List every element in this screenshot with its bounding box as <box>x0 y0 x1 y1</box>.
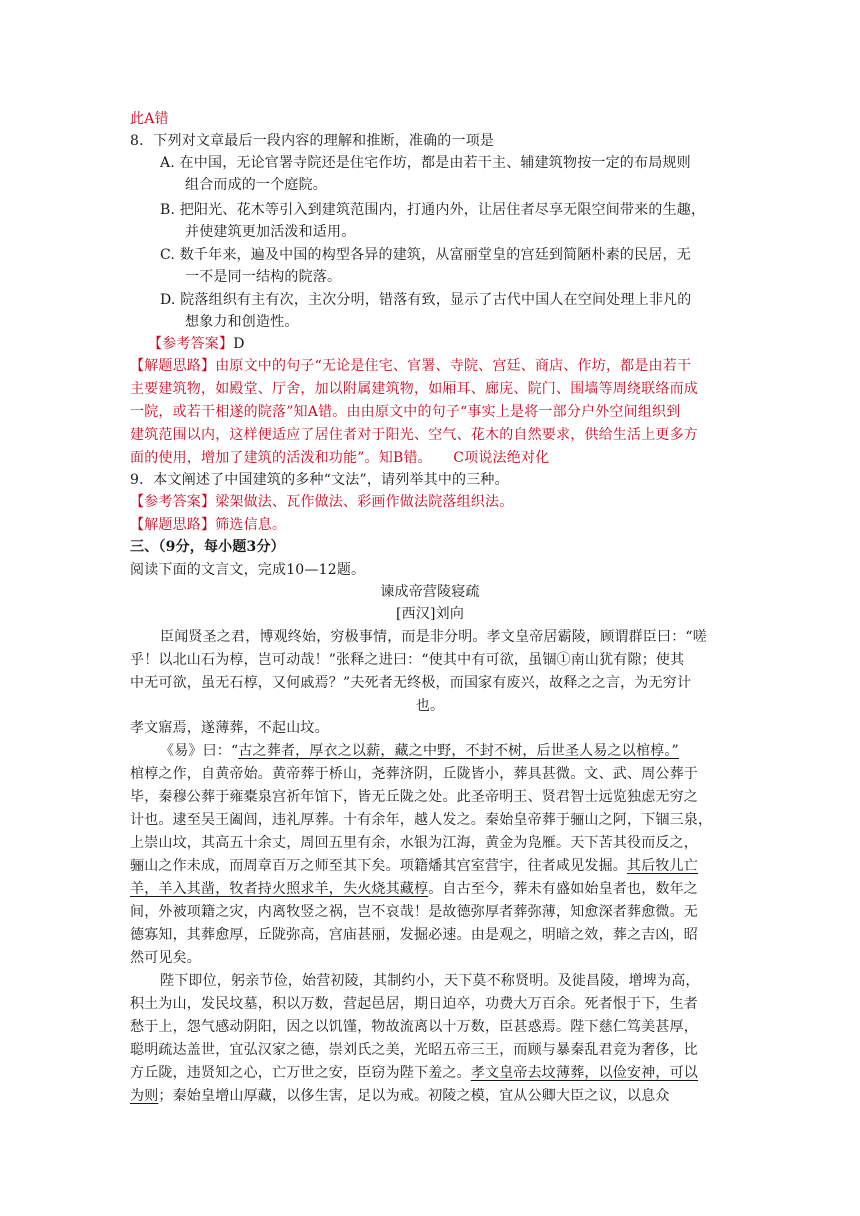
passage-text: 方丘陇，违贤知之心，亡万世之安，臣窃为陛下羞之。 <box>130 1065 471 1081</box>
underlined-sentence: 羊，羊入其凿，牧者持火照求羊，失火烧其藏椁 <box>130 881 429 897</box>
passage-line: 孝文寤焉，遂薄葬，不起山坟。 <box>130 720 329 736</box>
answer-continuation-line: 此A错 <box>130 111 169 127</box>
answer-label: 【参考答案】 <box>130 494 216 510</box>
option-a: A. 在中国，无论官署寺院还是住宅作坊，都是由若干主、辅建筑物按一定的布局规则 <box>160 155 691 171</box>
passage-text: 骊山之作未成，而周章百万之师至其下矣。项籍燔其宫室营宇，往者咸见发掘。 <box>130 858 627 874</box>
underlined-sentence: 孝文皇帝去坟薄葬，以俭安神，可以 <box>470 1065 699 1081</box>
passage-line: 棺椁之作，自黄帝始。黄帝葬于桥山，尧葬济阴，丘陇皆小，葬具甚微。文、武、周公葬于 <box>130 766 698 782</box>
analysis-8-line-2: 主要建筑物，如殿堂、厅舍，加以附属建筑物，如厢耳、廊庑、院门、围墙等周绕联络而成 <box>130 381 698 397</box>
passage-line <box>130 1062 730 1084</box>
answer-8-line <box>148 333 748 355</box>
passage-line: 然可见矣。 <box>130 950 201 966</box>
underlined-sentence: 为则 <box>130 1088 159 1104</box>
passage-line: 德寡知，其葬愈厚，丘陇弥高，宫庙甚丽，发掘必速。由是观之，明暗之效，葬之吉凶，昭 <box>130 927 698 943</box>
passage-line: 中无可欲，虽无石椁，又何戚焉？”夫死者无终极，而国家有废兴，故释之之言，为无穷计 <box>130 675 692 691</box>
passage-author: [西汉]刘向 <box>395 606 465 622</box>
analysis-8-line-4: 建筑范围以内，这样便适应了居住者对于阳光、空气、花木的自然要求，供给生活上更多方 <box>130 427 698 443</box>
passage-text: ；秦始皇增山厚藏，以侈生害，足以为戒。初陵之模，宜从公卿大臣之议，以息众 <box>158 1088 670 1104</box>
analysis-8-line-1 <box>130 355 730 377</box>
option-d-cont: 想象力和创造性。 <box>185 314 299 330</box>
option-b-cont: 并使建筑更加活泼和适用。 <box>185 224 356 240</box>
option-c: C. 数千年来，遍及中国的构型各异的建筑，从富丽堂皇的宫廷到简陋朴素的民居，无 <box>160 247 691 263</box>
passage-line: 愁于上，怨气感动阴阳，因之以饥馑，物故流离以十万数，臣甚惑焉。陛下慈仁笃美甚厚， <box>130 1019 698 1035</box>
passage-line: 陛下即位，躬亲节俭，始营初陵，其制约小，天下莫不称贤明。及徙昌陵，增埤为高， <box>160 973 700 989</box>
underlined-sentence: 其后牧儿亡 <box>627 858 698 874</box>
quote-open: 《易》曰：“ <box>160 743 239 759</box>
option-b: B. 把阳光、花木等引入到建筑范围内，打通内外，让居住者尽享无限空间带来的生趣， <box>160 202 706 218</box>
reading-instruction: 阅读下面的文言文，完成10—12题。 <box>130 562 366 578</box>
passage-line: 毕，秦穆公葬于雍橐泉宫祈年馆下，皆无丘陇之处。此圣帝明王、贤君智士远览独虑无穷之 <box>130 789 698 805</box>
passage-line <box>160 740 730 762</box>
analysis-8-line-5: 面的使用，增加了建筑的活泼和功能”。知B错。 C项说法绝对化 <box>130 450 550 466</box>
analysis-8-text: 由原文中的句子“无论是住宅、官署、寺院、宫廷、商店、作坊，都是由若干 <box>215 358 692 374</box>
passage-line <box>130 878 730 900</box>
passage-line: 也。 <box>415 698 445 714</box>
passage-title: 谏成帝营陵寝疏 <box>380 584 480 600</box>
passage-line <box>130 1085 730 1107</box>
underlined-quote: 古之葬者，厚衣之以薪，藏之中野，不封不树，后世圣人易之以棺椁。” <box>238 743 679 759</box>
option-d: D. 院落组织有主有次，主次分明，错落有致，显示了古代中国人在空间处理上非凡的 <box>160 292 692 308</box>
analysis-label: 【解题思路】 <box>130 517 216 533</box>
analysis-9-text: 筛选信息。 <box>215 517 287 533</box>
option-c-cont: 一不是同一结构的院落。 <box>185 269 342 285</box>
question-9: 9．本文阐述了中国建筑的多种“文法”，请列举其中的三种。 <box>130 472 509 488</box>
section-three-heading: 三、（9分，每小题3分） <box>130 539 285 555</box>
answer-label: 【参考答案】 <box>148 336 234 352</box>
answer-9-line <box>130 491 730 513</box>
passage-line: 计也。逮至吴王阖闾，违礼厚葬。十有余年，越人发之。秦始皇帝葬于骊山之阿，下锢三泉， <box>130 812 713 828</box>
analysis-8-line-3: 一院，或若干相遂的院落”知A错。由由原文中的句子“事实上是将一部分户外空间组织到 <box>130 404 681 420</box>
answer-9-value: 梁架做法、瓦作做法、彩画作做法院落组织法。 <box>215 494 514 510</box>
option-a-cont: 组合而成的一个庭院。 <box>185 177 327 193</box>
passage-line: 积土为山，发民坟墓，积以万数，营起邑居，期日迫卒，功费大万百余。死者恨于下，生者 <box>130 996 698 1012</box>
passage-line: 乎！以北山石为椁，岂可动哉！”张释之进曰：“使其中有可欲，虽锢①南山犹有隙；使其 <box>130 652 685 668</box>
analysis-label: 【解题思路】 <box>130 358 216 374</box>
passage-line: 间，外被项籍之灾，内离牧竖之祸，岂不哀哉！是故德弥厚者葬弥薄，知愈深者葬愈微。无 <box>130 904 698 920</box>
analysis-9-line <box>130 514 730 536</box>
question-8: 8．下列对文章最后一段内容的理解和推断，准确的一项是 <box>130 133 495 149</box>
passage-line: 臣闻贤圣之君，博观终始，穷极事情，而是非分明。孝文皇帝居霸陵，顾谓群臣曰：“嗟 <box>160 629 707 645</box>
passage-line <box>130 855 730 877</box>
passage-text: 。自古至今，葬未有盛如始皇者也，数年之 <box>428 881 699 897</box>
passage-line: 聪明疏达盖世，宜弘汉家之德，崇刘氏之美，光昭五帝三王，而顾与暴秦乱君竞为奢侈，比 <box>130 1042 698 1058</box>
passage-line: 上崇山坟，其高五十余丈，周回五里有余，水银为江海，黄金为凫雁。天下苦其役而反之， <box>130 835 698 851</box>
answer-8-value: D <box>233 336 245 352</box>
